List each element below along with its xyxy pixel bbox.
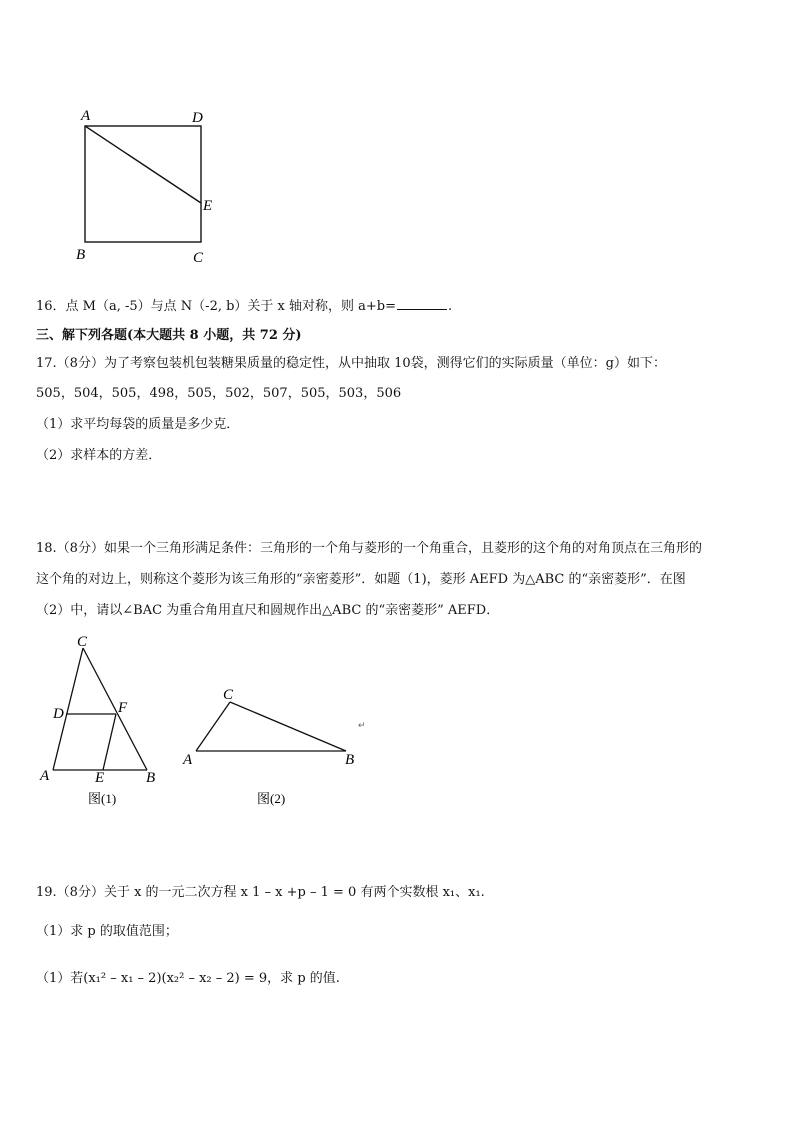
- label-c: C: [193, 250, 204, 266]
- q16-text: 16．点 M（a, -5）与点 N（-2, b）关于 x 轴对称，则 a+b=: [36, 299, 397, 314]
- paragraph-mark: ↵: [358, 720, 366, 730]
- label-d: D: [192, 110, 203, 126]
- q17-sub2: （2）求样本的方差．: [36, 448, 162, 463]
- fig2-side-cb: [230, 702, 346, 751]
- fig2-side-ac: [196, 702, 230, 751]
- fig1-label-b: B: [146, 770, 156, 786]
- label-e: E: [203, 198, 213, 214]
- fig1-label-d: D: [53, 706, 64, 722]
- segment-ae: [85, 126, 201, 203]
- fig2-label-c: C: [223, 687, 234, 703]
- q19-sub2: （1）若(x₁² – x₁ – 2)(x₂² – x₂ – 2) = 9，求 p 的值.: [36, 971, 340, 986]
- fig1-label-c: C: [77, 636, 88, 650]
- q17-data: 505，504，505，498，505，502，507，505，503，506: [36, 386, 402, 401]
- q18-line3: （2）中，请以∠BAC 为重合角用直尺和圆规作出△ABC 的“亲密菱形” AEFD．: [36, 603, 500, 618]
- label-b: B: [76, 247, 86, 263]
- square-figure: [70, 104, 230, 270]
- section-title: 三、解下列各题(本大题共 8 小题，共 72 分): [36, 328, 302, 343]
- fig2-label-a: A: [183, 752, 193, 768]
- q18-line1: 18.（8分）如果一个三角形满足条件：三角形的一个角与菱形的一个角重合，且菱形的这个角的对角顶点在三角形的: [36, 541, 702, 556]
- answer-blank: [397, 297, 447, 310]
- fig1-caption: 图(1): [88, 791, 117, 806]
- fig1-label-e: E: [95, 770, 105, 786]
- q19-sub1: （1）求 p 的取值范围；: [36, 924, 178, 939]
- fig2-caption: 图(2): [257, 791, 286, 806]
- segment-ef: [103, 714, 116, 770]
- q17-line1: 17.（8分）为了考察包装机包装糖果质量的稳定性，从中抽取 10袋，测得它们的实际质量（单位：g）如下：: [36, 356, 666, 371]
- question-16: [36, 297, 452, 316]
- side-cb: [83, 648, 147, 770]
- fig2-label-b: B: [345, 752, 355, 768]
- square-outline: [85, 126, 201, 242]
- q17-sub1: （1）求平均每袋的质量是多少克．: [36, 417, 240, 432]
- fig1-label-a: A: [40, 768, 50, 784]
- q18-line2: 这个角的对边上，则称这个菱形为该三角形的“亲密菱形”．如题（1)，菱形 AEFD 为△ABC 的“亲密菱形”．在图: [36, 572, 686, 587]
- q19-line1: 19.（8分）关于 x 的一元二次方程 x 1 – x +p – 1 = 0 有两个实数根 x₁、x₁.: [36, 885, 485, 900]
- q16-end: .: [448, 299, 453, 314]
- figure-1: [36, 636, 166, 812]
- label-a: A: [81, 108, 91, 124]
- figure-2: [180, 684, 380, 812]
- fig1-label-f: F: [118, 700, 128, 716]
